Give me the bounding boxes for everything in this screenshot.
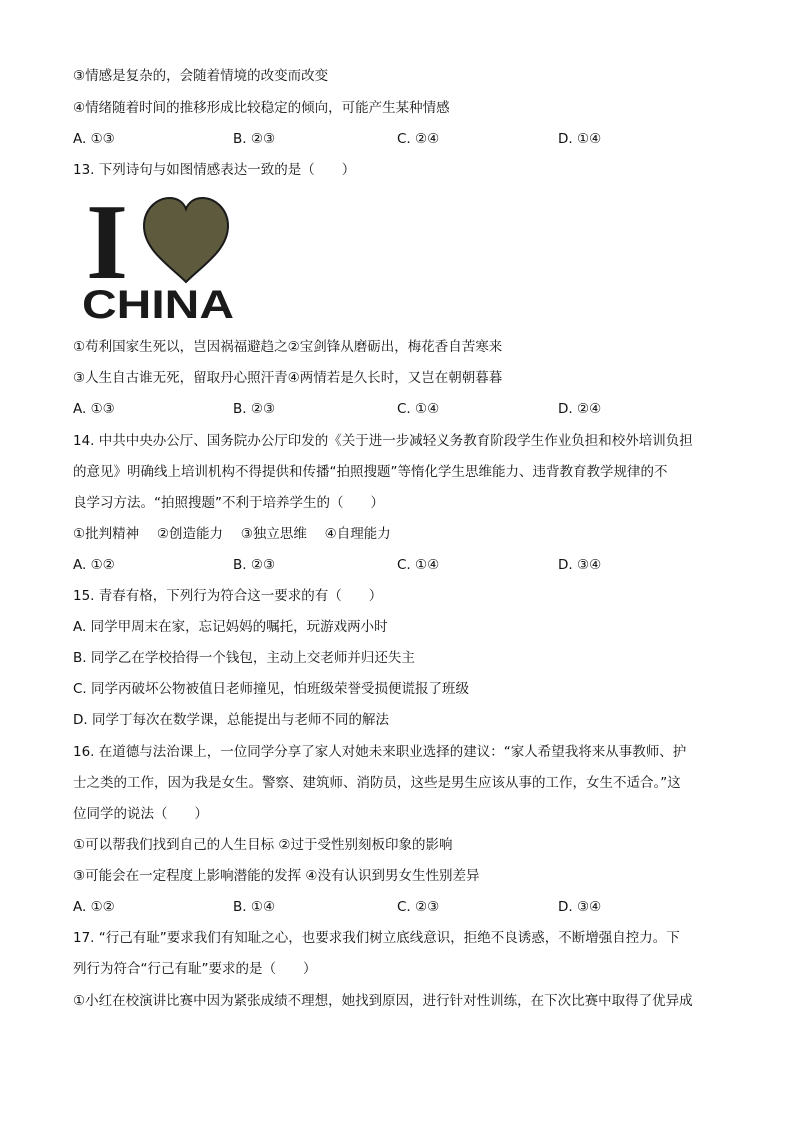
q17-stem-line-2: 列行为符合“行己有耻”要求的是（ ）	[73, 961, 317, 977]
q12-item-4: ④情绪随着时间的推移形成比较稳定的倾向，可能产生某种情感	[73, 100, 450, 116]
q15-option-b[interactable]: B. 同学乙在学校拾得一个钱包，主动上交老师并归还失主	[73, 650, 415, 666]
q13-options	[73, 400, 733, 418]
q14-option-c[interactable]: C. ①④	[397, 557, 440, 573]
q16-stem-line-3: 位同学的说法（ ）	[73, 806, 208, 822]
q13-option-a[interactable]: A. ①③	[73, 401, 115, 417]
q17-stem-line-1: 17. “行己有耻”要求我们有知耻之心，也要求我们树立底线意识，拒绝不良诱惑，不断增强自控力。下	[73, 930, 680, 946]
q14-options	[73, 556, 733, 574]
q14-option-d[interactable]: D. ③④	[558, 557, 602, 573]
q13-option-d[interactable]: D. ②④	[558, 401, 602, 417]
q15-option-d[interactable]: D. 同学丁每次在数学课，总能提出与老师不同的解法	[73, 712, 389, 728]
q16-option-a[interactable]: A. ①②	[73, 899, 115, 915]
q13-option-c[interactable]: C. ①④	[397, 401, 440, 417]
q15-option-a[interactable]: A. 同学甲周末在家，忘记妈妈的嘱托，玩游戏两小时	[73, 619, 388, 635]
q13-option-b[interactable]: B. ②③	[233, 401, 276, 417]
heart-icon	[144, 198, 228, 282]
q12-option-c[interactable]: C. ②④	[397, 131, 440, 147]
figure-word-china: CHINA	[82, 283, 234, 324]
q14-option-a[interactable]: A. ①②	[73, 557, 115, 573]
q16-items-line-1: ①可以帮我们找到自己的人生目标 ②过于受性别刻板印象的影响	[73, 837, 453, 853]
q12-option-d[interactable]: D. ①④	[558, 131, 602, 147]
q14-stem-line-3: 良学习方法。“拍照搜题”不利于培养学生的（ ）	[73, 495, 384, 511]
q12-item-3: ③情感是复杂的，会随着情境的改变而改变	[73, 68, 329, 84]
q16-options	[73, 898, 733, 916]
q12-option-b[interactable]: B. ②③	[233, 131, 276, 147]
i-love-china-image	[80, 186, 238, 324]
q12-option-a[interactable]: A. ①③	[73, 131, 115, 147]
q14-stem-line-1: 14. 中共中央办公厅、国务院办公厅印发的《关于进一步减轻义务教育阶段学生作业负担和校外培训负担	[73, 433, 693, 449]
q16-option-d[interactable]: D. ③④	[558, 899, 602, 915]
q12-options	[73, 130, 733, 148]
q13-stem: 13. 下列诗句与如图情感表达一致的是（ ）	[73, 162, 356, 178]
q15-stem: 15. 青春有格，下列行为符合这一要求的有（ ）	[73, 588, 383, 604]
figure-letter-i: I	[86, 186, 129, 302]
q16-option-b[interactable]: B. ①④	[233, 899, 276, 915]
q14-option-b[interactable]: B. ②③	[233, 557, 276, 573]
q13-items-line-2: ③人生自古谁无死，留取丹心照汗青④两情若是久长时，又岂在朝朝暮暮	[73, 370, 503, 386]
q15-option-c[interactable]: C. 同学丙破坏公物被值日老师撞见，怕班级荣誉受损便谎报了班级	[73, 681, 470, 697]
q14-items: ①批判精神 ②创造能力 ③独立思维 ④自理能力	[73, 526, 391, 542]
q13-items-line-1: ①苟利国家生死以，岂因祸福避趋之②宝剑锋从磨砺出，梅花香自苦寒来	[73, 339, 503, 355]
q16-option-c[interactable]: C. ②③	[397, 899, 440, 915]
q16-stem-line-1: 16. 在道德与法治课上，一位同学分享了家人对她未来职业选择的建议：“家人希望我将来从事教师、护	[73, 744, 687, 760]
q14-stem-line-2: 的意见》明确线上培训机构不得提供和传播“拍照搜题”等惰化学生思维能力、违背教育教学规律的不	[73, 464, 668, 480]
q16-items-line-2: ③可能会在一定程度上影响潜能的发挥 ④没有认识到男女生性别差异	[73, 868, 480, 884]
q17-item-1: ①小红在校演讲比赛中因为紧张成绩不理想，她找到原因，进行针对性训练，在下次比赛中取得了优异成	[73, 993, 693, 1009]
q16-stem-line-2: 士之类的工作，因为我是女生。警察、建筑师、消防员，这些是男生应该从事的工作，女生不适合。”这	[73, 775, 681, 791]
